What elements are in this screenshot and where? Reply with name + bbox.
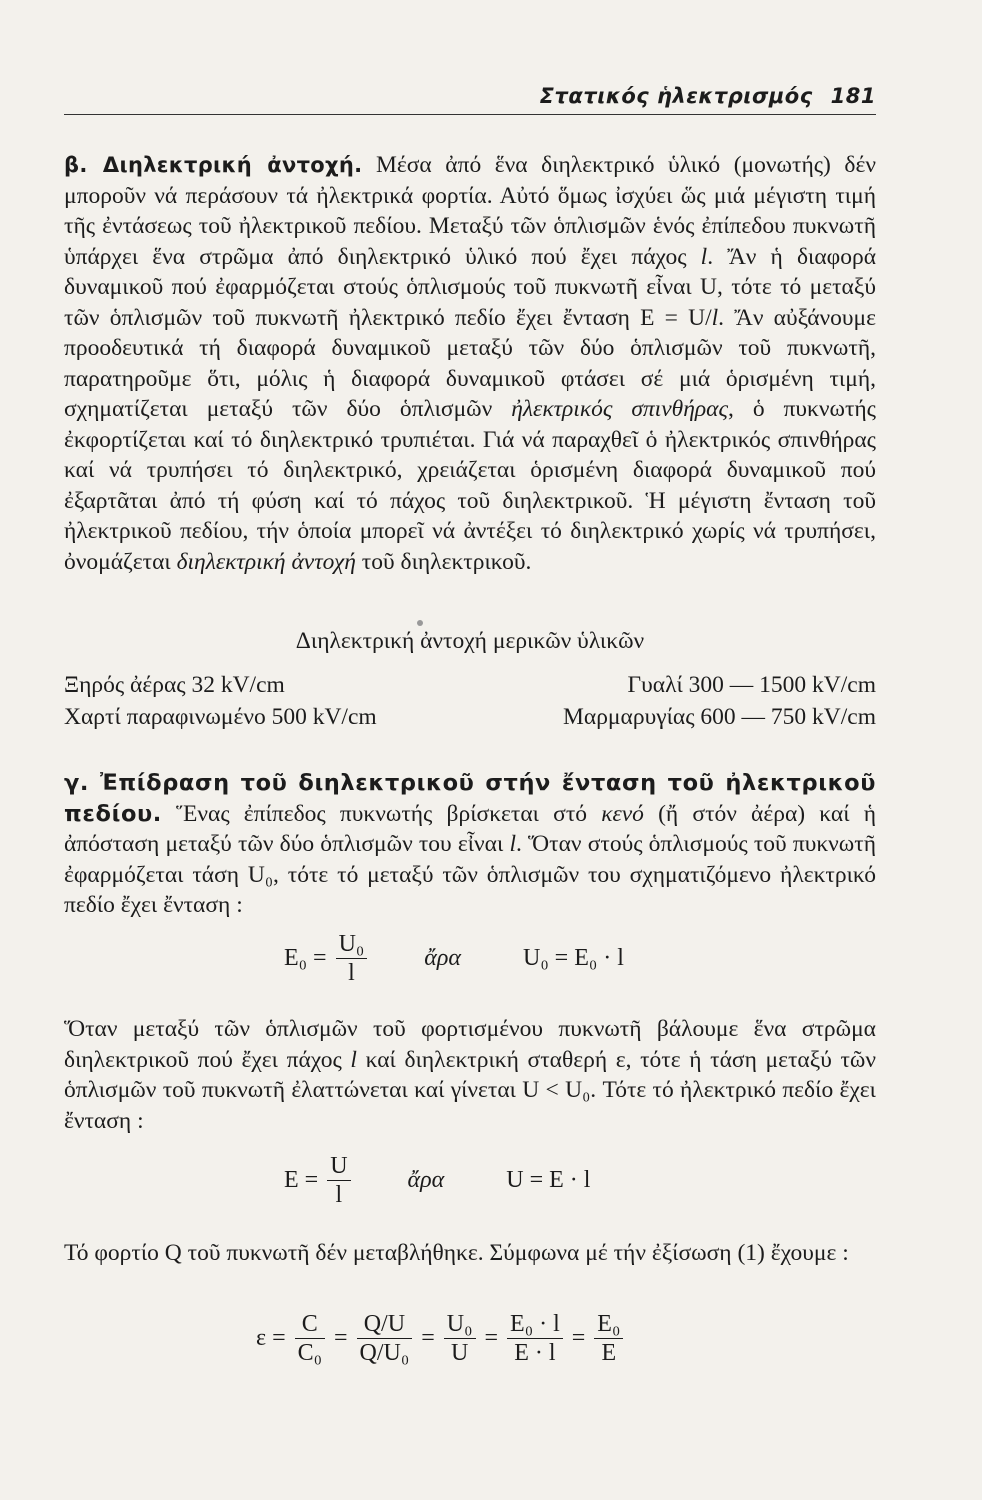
paragraph-dielectric-strength bbox=[64, 150, 876, 577]
section-heading-b: β. Διηλεκτρική ἀντοχή. bbox=[64, 153, 363, 177]
denominator: Q/U₀ bbox=[359, 1340, 410, 1366]
fraction bbox=[357, 1310, 413, 1367]
denominator: U bbox=[450, 1340, 469, 1366]
section-heading-c: γ. Ἐπίδραση τοῦ διηλεκτρικοῦ στήν ἔνταση τοῦ ἠλεκτρικοῦ πεδίου. bbox=[64, 770, 876, 827]
text-run: . Ἄν αὐξάνουμε προοδευτικά τή διαφορά δυναμικοῦ μεταξύ τῶν δύο ὁπλισμῶν τοῦ πυκνωτῆ, παρατηροῦμε ὅτι, μόλις ἡ διαφορά δυναμικοῦ φτάσει σέ μιά ὁρισμένη τιμή, σχηματίζεται μεταξύ τῶν δύο ὁπλισμῶν bbox=[64, 304, 876, 422]
text-run: Μέσα ἀπό ἕνα διηλεκτρικό ὑλικό (μονωτής) δέν μποροῦν νά περάσουν τά ἠλεκτρικά φορτία. Αὐτό ὅμως ἰσχύει ὥς μιά μέγιστη τιμή τῆς ἐντάσεως τοῦ ἠλεκτρικοῦ πεδίου. Μεταξύ τῶν ὁπλισμῶν ἑνός ἐπίπεδου πυκνωτῆ ὑπάρχει ἕνα στρῶμα ἀπό διηλεκτρικό ὑλικό πού ἔχει πάχος bbox=[64, 152, 876, 270]
variable-l: l bbox=[350, 1046, 357, 1073]
table-cell: Χαρτί παραφινωμένο 500 kV/cm bbox=[64, 704, 377, 730]
print-mark bbox=[417, 620, 423, 626]
text-run: τοῦ διηλεκτρικοῦ. bbox=[361, 548, 532, 575]
equation-connective: ἄρα bbox=[407, 1167, 445, 1193]
paragraph-charge-unchanged bbox=[64, 1238, 876, 1269]
denominator: l bbox=[335, 1182, 343, 1208]
term-dielectric-strength: διηλεκτρική ἀντοχή bbox=[176, 548, 356, 575]
numerator: E₀ bbox=[594, 1310, 623, 1339]
text-run: Τό φορτίο Q τοῦ πυκνωτῆ δέν μεταβλήθηκε. Σύμφωνα μέ τήν ἐξίσωση (1) ἔχουμε : bbox=[64, 1240, 849, 1266]
equation-rhs: U = E · l bbox=[506, 1167, 591, 1193]
table-cell: Γυαλί 300 — 1500 kV/cm bbox=[627, 672, 876, 698]
table-title: Διηλεκτρική ἀντοχή μερικῶν ὑλικῶν bbox=[295, 628, 645, 654]
equals-sign: = bbox=[484, 1325, 499, 1351]
text-run: , ὁ πυκνωτής ἐκφορτίζεται καί τό διηλεκτρικό τρυπιέται. Γιά νά παραχθεῖ ὁ ἠλεκτρικός σπινθήρας καί νά τρυπήσει τό διηλεκτρικό, χρειάζεται ὁρισμένη διαφορά δυναμικοῦ πού ἐξαρτᾶται ἀπό τή φύση καί τό πάχος τοῦ διηλεκτρικοῦ. Ἡ μέγιστη ἔνταση τοῦ ἠλεκτρικοῦ πεδίου, τήν ὁποία μπορεῖ νά ἀντέξει τό διηλεκτρικό χωρίς νά τρυπήσει, ὀνομάζεται bbox=[64, 396, 876, 575]
denominator: E · l bbox=[514, 1340, 556, 1366]
equation-lhs: E = bbox=[284, 1167, 319, 1193]
text-run: Ἕνας ἐπίπεδος πυκνωτής βρίσκεται στό bbox=[176, 800, 588, 827]
term-vacuum: κενό bbox=[601, 800, 644, 827]
equals-sign: = bbox=[571, 1325, 586, 1351]
fraction bbox=[336, 930, 368, 987]
variable-l: l bbox=[711, 304, 719, 331]
numerator: C bbox=[295, 1310, 325, 1339]
numerator: U₀ bbox=[336, 930, 368, 959]
equation-lhs: ε = bbox=[256, 1325, 286, 1351]
numerator: Q/U bbox=[357, 1310, 413, 1339]
equation-connective: ἄρα bbox=[424, 945, 461, 971]
equation-vacuum-field bbox=[284, 930, 624, 987]
numerator: E₀ · l bbox=[507, 1310, 563, 1339]
fraction bbox=[295, 1310, 325, 1367]
term-electric-spark: ἠλεκτρικός σπινθήρας bbox=[511, 396, 728, 422]
text-run: καί διηλεκτρική σταθερή ε, τότε ἡ τάση μεταξύ τῶν ὁπλισμῶν τοῦ πυκνωτῆ ἐλαττώνεται καί γίνεται U < U₀. Τότε τό ἠλεκτρικό πεδίο ἔχει ἔνταση : bbox=[64, 1046, 877, 1134]
variable-l: l bbox=[509, 831, 517, 857]
page-number: 181 bbox=[830, 84, 876, 108]
running-title bbox=[540, 84, 876, 108]
variable-l: l bbox=[700, 243, 708, 270]
paragraph-dielectric-effect bbox=[64, 768, 876, 921]
table-cell: Μαρμαρυγίας 600 — 750 kV/cm bbox=[563, 704, 876, 730]
table-row bbox=[64, 704, 876, 734]
fraction bbox=[507, 1310, 563, 1367]
text-run: Ὅταν μεταξύ τῶν ὁπλισμῶν τοῦ φορτισμένου πυκνωτῆ βάλουμε ἕνα στρῶμα διηλεκτρικοῦ πού ἔχει πάχος bbox=[64, 1016, 876, 1073]
equation-lhs: E₀ = bbox=[284, 945, 327, 971]
denominator: C₀ bbox=[297, 1340, 322, 1366]
text-run: . Ὅταν στούς ὁπλισμούς τοῦ πυκνωτῆ ἐφαρμόζεται τάση U₀, τότε τό μεταξύ τῶν ὁπλισμῶν του σχηματιζόμενο ἠλεκτρικό πεδίο ἔχει ἔνταση : bbox=[64, 831, 877, 918]
paragraph-dielectric-inserted bbox=[64, 1014, 876, 1136]
fraction bbox=[327, 1152, 350, 1209]
equation-rhs: U₀ = E₀ · l bbox=[522, 945, 624, 971]
equals-sign: = bbox=[334, 1325, 348, 1351]
numerator: U₀ bbox=[444, 1310, 476, 1339]
table-cell: Ξηρός ἀέρας 32 kV/cm bbox=[64, 672, 285, 698]
denominator: l bbox=[348, 960, 355, 986]
table-row bbox=[64, 672, 876, 702]
text-run: . Ἄν ἡ διαφορά δυναμικοῦ πού ἐφαρμόζεται στούς ὁπλισμούς τοῦ πυκνωτῆ εἶναι U, τότε τό μεταξύ τῶν ὁπλισμῶν τοῦ πυκνωτῆ ἠλεκτρικό πεδίο ἔχει ἔνταση Ε = U/ bbox=[64, 243, 877, 331]
equation-permittivity-ratio bbox=[256, 1310, 626, 1367]
equals-sign: = bbox=[421, 1325, 435, 1351]
denominator: E bbox=[601, 1340, 617, 1366]
equation-dielectric-field bbox=[284, 1152, 590, 1209]
running-header bbox=[64, 82, 876, 115]
text-run: (ἤ στόν ἀέρα) καί ἡ ἀπόσταση μεταξύ τῶν δύο ὁπλισμῶν του εἶναι bbox=[64, 800, 876, 857]
fraction bbox=[444, 1310, 476, 1367]
fraction bbox=[594, 1310, 623, 1367]
numerator: U bbox=[327, 1152, 350, 1181]
chapter-title: Στατικός ἡλεκτρισμός bbox=[539, 84, 813, 108]
